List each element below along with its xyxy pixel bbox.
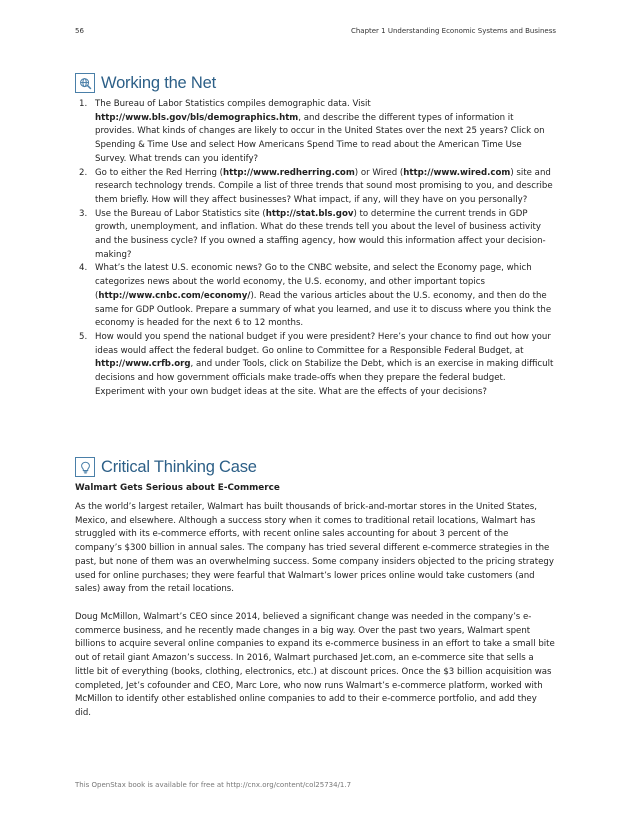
list-item <box>75 208 555 263</box>
list-item <box>75 331 555 400</box>
item-number: 2. <box>79 167 88 178</box>
item-number: 4. <box>79 263 88 274</box>
item-text: Go to either the Red Herring ( <box>95 167 223 178</box>
case-paragraph: Doug McMillon, Walmart’s CEO since 2014, believed a significant change was needed in the company’s e-commerce business, and he recently made changes in a big way. Over the past two years, Walmart spent billions to acquire several online companies to expand its e-commerce business in an effort to take a small bite out of retail giant Amazon’s success. In 2016, Walmart purchased Jet.com, an e-commerce site that sells a little bit of everything (books, clothing, electronics, etc.) at discount prices. Once the $3 billion acquisition was completed, Jet’s cofounder and CEO, Marc Lore, who now runs Walmart’s e-commerce platform, worked with McMillon to identify other established online companies to add to their e-commerce portfolio, and add they did. <box>75 612 555 718</box>
critical-thinking-heading <box>75 457 257 477</box>
item-link[interactable]: http://www.redherring.com <box>222 167 355 178</box>
item-link[interactable]: http://www.crfb.org <box>95 359 191 370</box>
item-link[interactable]: http://www.bls.gov/bls/demographics.htm <box>95 112 299 123</box>
page-number: 56 <box>75 27 84 35</box>
list-item <box>75 98 555 167</box>
list-item <box>75 262 555 331</box>
case-paragraph: As the world’s largest retailer, Walmart has built thousands of brick-and-mortar stores in the United States, Mexico, and elsewhere. Although a success story when it comes to traditional retail locations, Walmart has struggled with its e-commerce efforts, with recent online sales accounting for about 3 percent of the company’s $300 billion in annual sales. The company has tried several different e-commerce strategies in the past, but none of them was an overwhelming success. Some company insiders objected to the pricing strategy used for online purchases; they were fearful that Walmart’s lower prices online would take customers (and sales) away from the retail locations. <box>75 502 554 595</box>
item-link[interactable]: http://www.cnbc.com/economy/ <box>98 290 251 301</box>
item-text: , and describe the different types of information it provides. What kinds of changes are likely to occur in the United States over the next 25 years? Click on Spending & Time Use and select How Americans Spend Time to read about the American Time Use Survey. What trends can you identify? <box>95 112 545 164</box>
footer-note: This OpenStax book is available for free at http://cnx.org/content/col25734/1.7 <box>75 781 352 789</box>
case-subtitle: Walmart Gets Serious about E-Commerce <box>75 483 280 493</box>
item-text: What’s the latest U.S. economic news? Go to the CNBC website, and select the Economy page, which categorizes news about the world economy, the U.S. economy, and other important topics ( <box>95 263 532 301</box>
section-title: Critical Thinking Case <box>101 457 257 476</box>
item-text: ) or Wired ( <box>354 167 404 178</box>
item-text: The Bureau of Labor Statistics compiles demographic data. Visit <box>95 99 371 109</box>
globe-search-icon <box>75 73 95 93</box>
item-number: 5. <box>79 331 88 342</box>
item-text: ) to determine the current trends in GDP growth, unemployment, and inflation. What do these trends tell you about the level of business activity and the business cycle? If you owned a staffing agency, how would this information affect your decision-making? <box>95 208 546 260</box>
working-the-net-list <box>75 98 555 399</box>
item-text: ) site and research technology trends. Compile a list of three trends that sound most promising to you, and describe them briefly. How will they affect businesses? What impact, if any, will they have on you personally? <box>95 167 553 205</box>
lightbulb-icon <box>75 457 95 477</box>
section-title: Working the Net <box>101 73 216 92</box>
chapter-title: Chapter 1 Understanding Economic Systems and Business <box>350 27 556 35</box>
item-link[interactable]: http://stat.bls.gov <box>265 208 354 219</box>
item-number: 3. <box>79 208 88 219</box>
item-text: How would you spend the national budget if you were president? Here’s your chance to find out how your ideas would affect the federal budget. Go online to Committee for a Responsible Federal Budget, at <box>95 331 551 356</box>
working-the-net-heading <box>75 73 216 93</box>
item-text: , and under Tools, click on Stabilize the Debt, which is an exercise in making difficult decisions and how government officials make trade-offs when they prepare the federal budget. Experiment with your own budget ideas at the site. What are the effects of your decisions? <box>95 359 554 397</box>
item-text: ). Read the various articles about the U.S. economy, and then do the same for GDP Outlook. Prepare a summary of what you learned, and use it to discuss where you think the economy is headed for the next 6 to 12 months. <box>95 290 552 329</box>
item-text: Use the Bureau of Labor Statistics site ( <box>95 208 266 219</box>
list-item <box>75 167 555 208</box>
item-number: 1. <box>79 99 88 109</box>
item-link[interactable]: http://www.wired.com <box>403 167 511 178</box>
